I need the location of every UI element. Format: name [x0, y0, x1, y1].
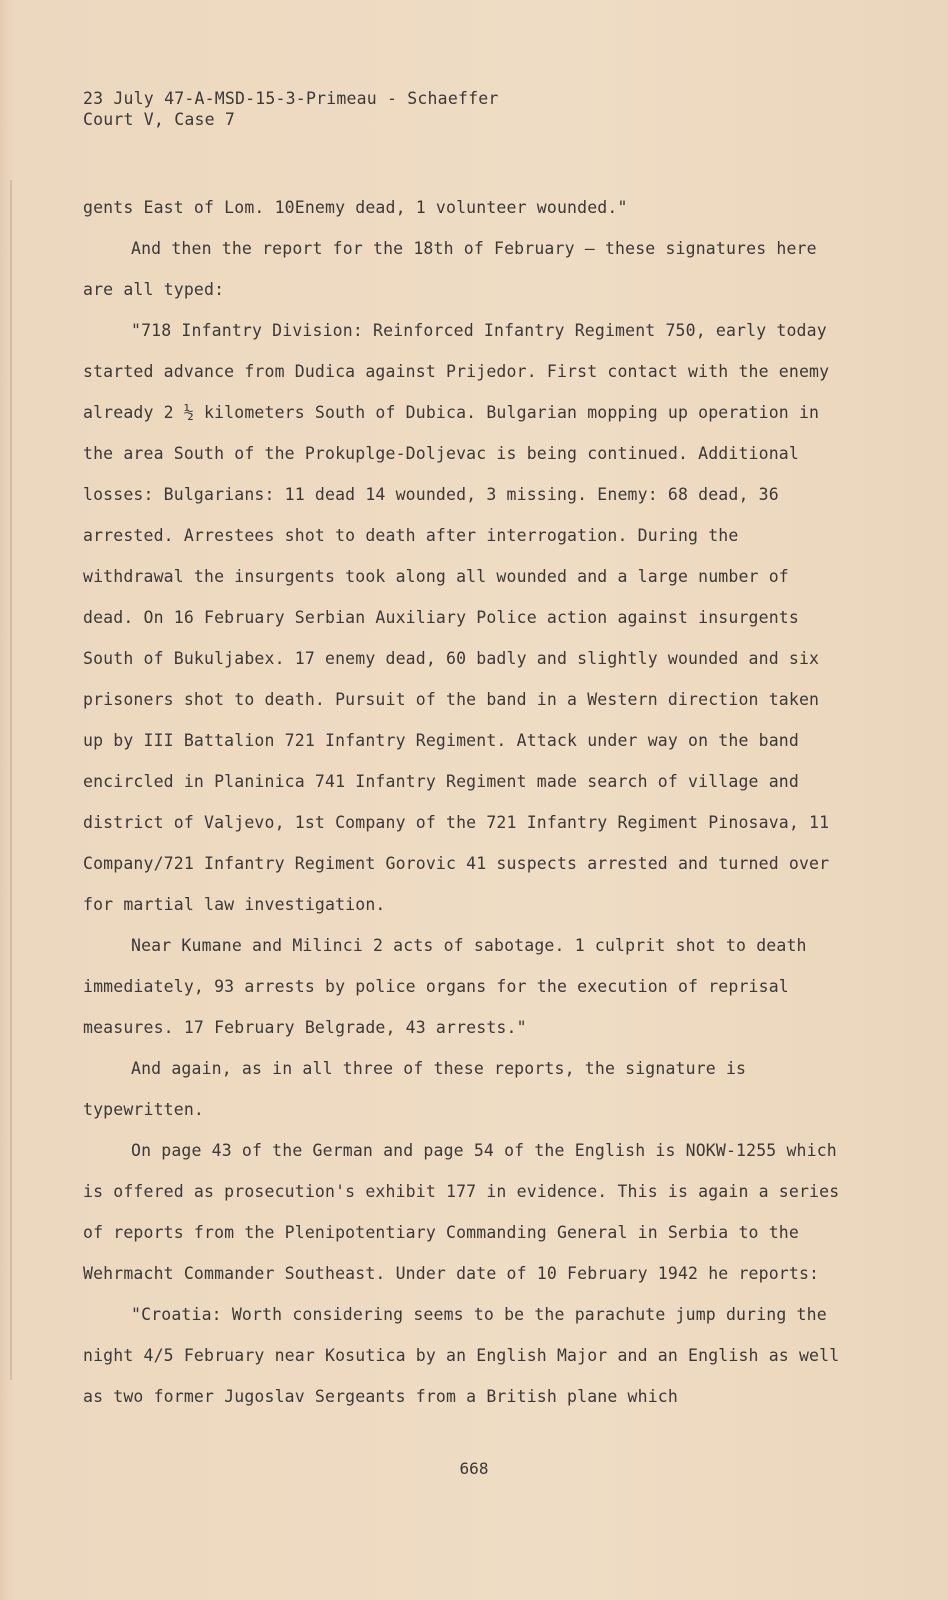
- header-line-1: 23 July 47-A-MSD-15-3-Primeau - Schaeffer: [83, 89, 499, 108]
- page-edge-shadow: [10, 180, 12, 1380]
- paragraph-quote-croatia: "Croatia: Worth considering seems to be the parachute jump during the night 4/5 February near Kosutica by an English Major and an English as well as two former Jugoslav Sergeants from a British plane which: [83, 1305, 840, 1406]
- paragraph-quote-report: "718 Infantry Division: Reinforced Infantry Regiment 750, early today started advance from Dudica against Prijedor. First contact with the enemy already 2 ½ kilometers South of Dubica. Bulgarian mopping up operation in the area South of the Prokuplge-Doljevac is being continued. Additional losses: Bulgarians: 11 dead 14 wounded, 3 missing. Enemy: 68 dead, 36 arrested. Arrestees shot to death after interrogation. During the withdrawal the insurgents took along all wounded and a large number of dead. On 16 February Serbian Auxiliary Police action against insurgents South of Bukuljabex. 17 enemy dead, 60 badly and slightly wounded and six prisoners shot to death. Pursuit of the band in a Western direction taken up by III Battalion 721 Infantry Regiment. Attack under way on the band encircled in Planinica 741 Infantry Regiment made search of village and district of Valjevo, 1st Company of the 721 Infantry Regiment Pinosava, 11 Company/721 Infantry Regiment Gorovic 41 suspects arrested and turned over for martial law investigation.: [83, 321, 830, 914]
- paragraph-continuation: gents East of Lom. 10Enemy dead, 1 volunteer wounded.": [83, 198, 628, 217]
- paragraph: And again, as in all three of these reports, the signature is typewritten.: [83, 1059, 747, 1119]
- paragraph: Near Kumane and Milinci 2 acts of sabotage. 1 culprit shot to death immediately, 93 arrests by police organs for the execution of reprisal measures. 17 February Belgrade, 43 arrests.": [83, 936, 807, 1037]
- document-header: [83, 88, 499, 130]
- header-line-2: Court V, Case 7: [83, 110, 236, 129]
- paragraph: On page 43 of the German and page 54 of the English is NOKW-1255 which is offered as prosecution's exhibit 177 in evidence. This is again a series of reports from the Plenipotentiary Commanding General in Serbia to the Wehrmacht Commander Southeast. Under date of 10 February 1942 he reports:: [83, 1141, 840, 1283]
- paragraph: And then the report for the 18th of February — these signatures here are all typed:: [83, 239, 817, 299]
- page-number: 668: [459, 1459, 489, 1478]
- transcript-body: [83, 187, 843, 1417]
